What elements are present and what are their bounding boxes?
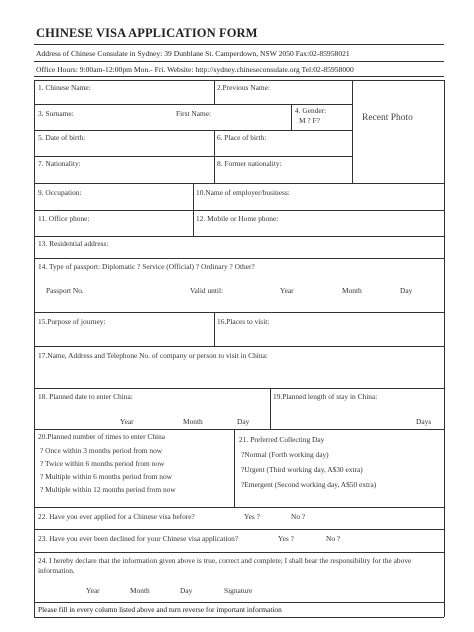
row14-bottom: [34, 552, 444, 553]
frame-bottom: [34, 617, 444, 618]
dob-label: 5. Date of birth:: [38, 133, 86, 142]
passport-year-label: Year: [280, 286, 294, 295]
places-label: 16.Places to visit:: [217, 317, 270, 326]
times-to-enter-label: 20.Planned number of times to enter China: [38, 432, 166, 441]
sign-year-label: Year: [86, 586, 100, 595]
photo-divider: [352, 80, 353, 183]
row4-bottom: [34, 183, 444, 184]
entry-month-label: Month: [183, 417, 203, 426]
office-phone-label: 11. Office phone:: [38, 214, 90, 223]
occupation-label: 9. Occupation:: [38, 188, 82, 197]
planned-date-label: 18. Planned date to enter China:: [38, 392, 133, 401]
nationality-label: 7. Nationality:: [38, 159, 81, 168]
previous-name-label: 2.Previous Name:: [217, 83, 270, 92]
row8-bottom: [34, 312, 444, 313]
length-of-stay-label: 19.Planned length of stay in China:: [273, 392, 378, 401]
entry-year-label: Year: [120, 417, 134, 426]
q23-no[interactable]: No ?: [326, 534, 341, 543]
valid-until-label: Valid until:: [190, 286, 224, 295]
q22-label: 22. Have you ever applied for a Chinese visa before?: [38, 512, 195, 521]
row2-bottom: [34, 130, 352, 131]
pob-label: 6. Place of birth:: [217, 133, 267, 142]
chinese-name-label: 1. Chinese Name:: [38, 83, 91, 92]
row1-divider: [214, 80, 215, 104]
address-rule: [34, 61, 444, 62]
enter-option[interactable]: ? Twice within 6 months period from now: [40, 459, 165, 468]
declaration-text: 24. I hereby declare that the information given above is true, correct and complete; I shall bear the responsibility for the above information.: [38, 556, 412, 575]
row11-divider: [270, 388, 271, 429]
passport-month-label: Month: [342, 286, 362, 295]
stay-days-label: Days: [416, 417, 432, 426]
row13-bottom: [34, 529, 444, 530]
enter-option[interactable]: ? Multiple within 12 months period from now: [40, 485, 176, 494]
former-nationality-label: 8. Former nationality:: [217, 159, 282, 168]
row12-divider: [234, 429, 235, 507]
gender-divider: [291, 104, 292, 130]
collecting-day-label: 21. Preferred Collecting Day: [239, 435, 325, 444]
row10-bottom: [34, 388, 444, 389]
row6-bottom: [34, 236, 444, 237]
gender-options[interactable]: M ? F?: [299, 116, 320, 125]
form-title: CHINESE VISA APPLICATION FORM: [36, 26, 258, 40]
row12-bottom: [34, 507, 444, 508]
office-hours: Office Hours: 9:00am-12:00pm Mon.- Fri. Website: http://sydney.chineseconsulate.org Tel:02-85958000: [36, 65, 354, 74]
first-name-label: First Name:: [176, 109, 212, 118]
surname-label: 3. Surname:: [38, 109, 74, 118]
entry-day-label: Day: [237, 417, 250, 426]
consulate-address: Address of Chinese Consulate in Sydney: 39 Dunblane St. Camperdown, NSW 2050 Fax:02-85958021: [36, 49, 350, 58]
row3-bottom: [34, 156, 352, 157]
recent-photo-label: Recent Photo: [362, 113, 413, 123]
sign-month-label: Month: [130, 586, 150, 595]
residential-address-label: 13. Residential address:: [38, 239, 109, 248]
collect-option[interactable]: ?Normal (Forth working day): [241, 450, 329, 459]
footer-note: Please fill in every column listed above and turn reverse for important information: [38, 605, 282, 614]
collect-option[interactable]: ?Urgent (Third working day, A$30 extra): [241, 465, 363, 474]
frame-right: [444, 80, 445, 617]
row9-divider: [214, 312, 215, 346]
title-rule: [34, 44, 444, 45]
q22-yes[interactable]: Yes ?: [244, 512, 260, 521]
company-label: 17.Name, Address and Telephone No. of company or person to visit in China:: [38, 351, 268, 360]
q22-no[interactable]: No ?: [291, 512, 306, 521]
collect-option[interactable]: ?Emergent (Second working day, A$50 extra): [241, 480, 377, 489]
mobile-phone-label: 12. Mobile or Home phone:: [196, 214, 279, 223]
row5-bottom: [34, 210, 444, 211]
q23-yes[interactable]: Yes ?: [278, 534, 294, 543]
gender-label: 4. Gender:: [295, 106, 327, 115]
frame-top: [34, 80, 444, 81]
employer-label: 10.Name of employer/business:: [196, 188, 290, 197]
row9-bottom: [34, 346, 444, 347]
passport-day-label: Day: [400, 286, 413, 295]
purpose-label: 15.Purpose of journey:: [38, 317, 106, 326]
enter-option[interactable]: ? Once within 3 months period from now: [40, 446, 163, 455]
q23-label: 23. Have you ever been declined for your Chinese visa application?: [38, 534, 239, 543]
sign-day-label: Day: [180, 586, 193, 595]
row11-bottom: [34, 429, 444, 430]
passport-type-label[interactable]: 14. Type of passport: Diplomatic ? Service (Official) ? Ordinary ? Other?: [38, 262, 255, 271]
passport-number-label: Passport No.: [46, 286, 84, 295]
row7-bottom: [34, 258, 444, 259]
frame-left: [34, 80, 35, 617]
signature-label: Signature: [224, 586, 253, 595]
row15-bottom: [34, 602, 444, 603]
enter-option[interactable]: ? Multiple within 6 months period from now: [40, 472, 172, 481]
hours-rule: [34, 76, 444, 77]
row1-bottom: [34, 104, 352, 105]
